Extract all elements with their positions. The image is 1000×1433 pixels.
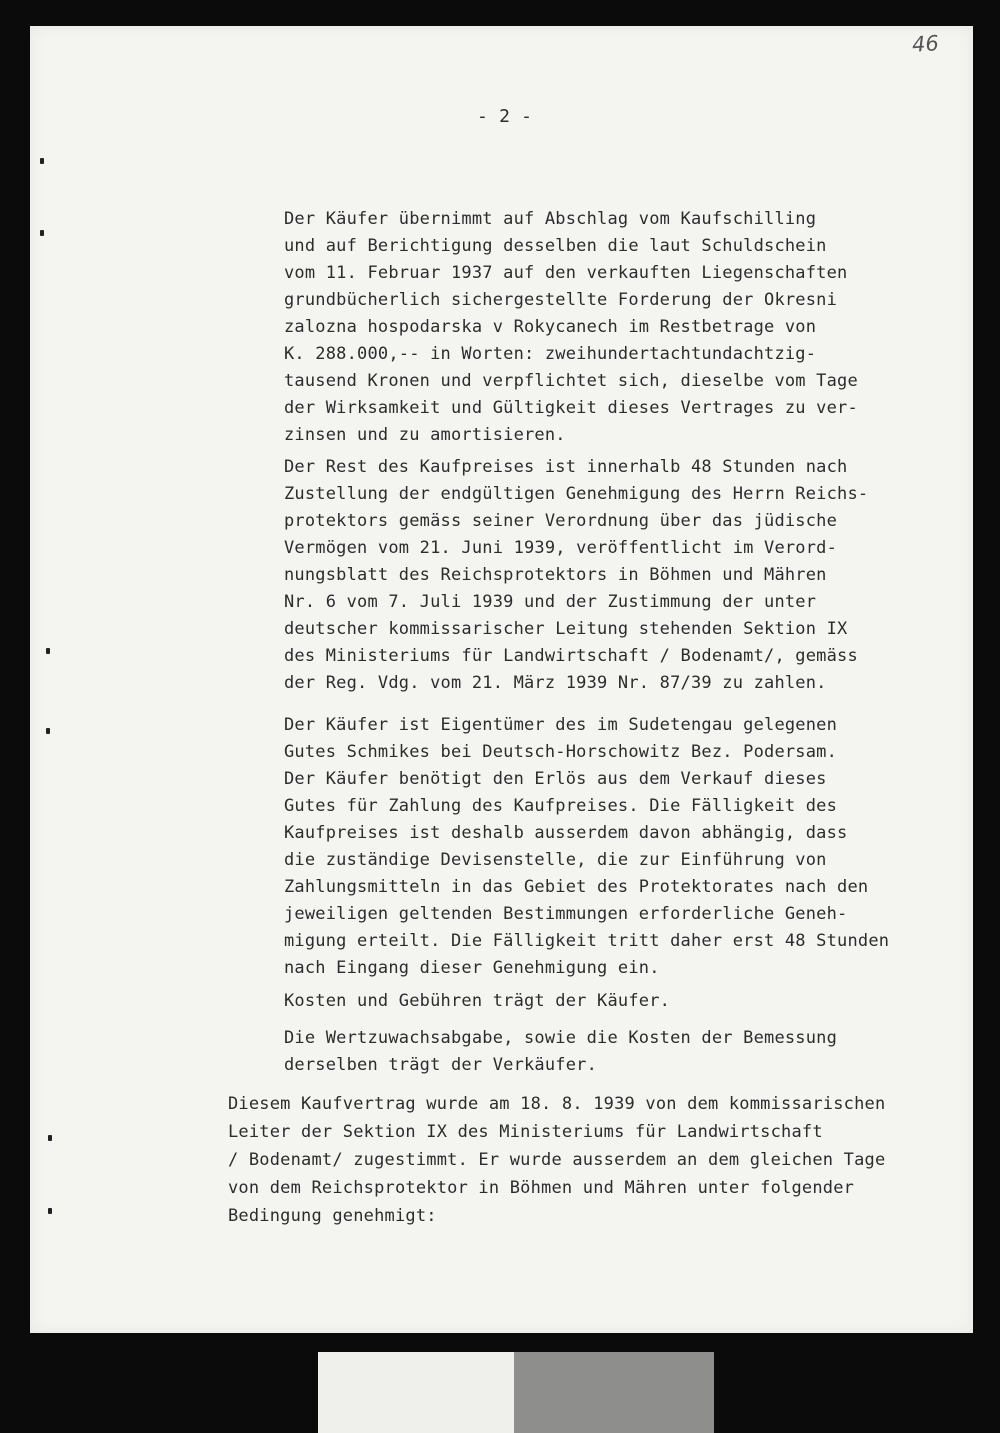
text-line: K. 288.000,-- in Worten: zweihundertachtundachtzig- [284, 344, 817, 364]
margin-mark [46, 648, 50, 654]
text-line: zalozna hospodarska v Rokycanech im Restbetrage von [284, 317, 817, 337]
text-line: nach Eingang dieser Genehmigung ein. [284, 958, 660, 978]
text-line: Der Rest des Kaufpreises ist innerhalb 48 Stunden nach [284, 457, 848, 477]
margin-mark [48, 1135, 52, 1141]
text-line: Zahlungsmitteln in das Gebiet des Protektorates nach den [284, 877, 869, 897]
text-line: Die Wertzuwachsabgabe, sowie die Kosten der Bemessung [284, 1028, 838, 1048]
text-line: / Bodenamt/ zugestimmt. Er wurde ausserdem an dem gleichen Tage [228, 1150, 886, 1170]
text-line: von dem Reichsprotektor in Böhmen und Mähren unter folgender [228, 1178, 855, 1198]
text-line: Leiter der Sektion IX des Ministeriums für Landwirtschaft [228, 1122, 823, 1142]
margin-mark [48, 1208, 52, 1214]
text-line: Kosten und Gebühren trägt der Käufer. [284, 991, 671, 1011]
text-line: Vermögen vom 21. Juni 1939, veröffentlicht im Verord- [284, 538, 838, 558]
text-line: Bedingung genehmigt: [228, 1206, 437, 1226]
text-line: tausend Kronen und verpflichtet sich, dieselbe vom Tage [284, 371, 858, 391]
text-line: Nr. 6 vom 7. Juli 1939 und der Zustimmung der unter [284, 592, 817, 612]
text-line: des Ministeriums für Landwirtschaft / Bodenamt/, gemäss [284, 646, 858, 666]
margin-mark [40, 158, 44, 164]
margin-mark [46, 728, 50, 734]
text-line: Kaufpreises ist deshalb ausserdem davon abhängig, dass [284, 823, 848, 843]
text-line: migung erteilt. Die Fälligkeit tritt daher erst 48 Stunden [284, 931, 890, 951]
archive-page-number: 46 [911, 31, 940, 57]
text-line: Gutes für Zahlung des Kaufpreises. Die Fälligkeit des [284, 796, 838, 816]
text-line: und auf Berichtigung desselben die laut Schuldschein [284, 236, 827, 256]
calibration-strip-white [318, 1352, 514, 1433]
text-line: zinsen und zu amortisieren. [284, 425, 566, 445]
text-line: die zuständige Devisenstelle, die zur Einführung von [284, 850, 827, 870]
margin-mark [40, 230, 44, 236]
page-number: - 2 - [477, 106, 533, 127]
text-line: deutscher kommissarischer Leitung stehenden Sektion IX [284, 619, 848, 639]
text-line: jeweiligen geltenden Bestimmungen erforderliche Geneh- [284, 904, 848, 924]
text-line: vom 11. Februar 1937 auf den verkauften Liegenschaften [284, 263, 848, 283]
text-line: Der Käufer benötigt den Erlös aus dem Verkauf dieses [284, 769, 827, 789]
text-line: protektors gemäss seiner Verordnung über das jüdische [284, 511, 838, 531]
text-line: Der Käufer ist Eigentümer des im Sudetengau gelegenen [284, 715, 838, 735]
text-line: der Wirksamkeit und Gültigkeit dieses Vertrages zu ver- [284, 398, 858, 418]
text-line: Diesem Kaufvertrag wurde am 18. 8. 1939 von dem kommissarischen [228, 1094, 886, 1114]
text-line: nungsblatt des Reichsprotektors in Böhmen und Mähren [284, 565, 827, 585]
text-line: grundbücherlich sichergestellte Forderung der Okresni [284, 290, 838, 310]
text-line: Gutes Schmikes bei Deutsch-Horschowitz Bez. Podersam. [284, 742, 838, 762]
text-line: Der Käufer übernimmt auf Abschlag vom Kaufschilling [284, 209, 817, 229]
calibration-strip-gray [514, 1352, 714, 1433]
text-line: Zustellung der endgültigen Genehmigung des Herrn Reichs- [284, 484, 869, 504]
text-line: der Reg. Vdg. vom 21. März 1939 Nr. 87/39 zu zahlen. [284, 673, 827, 693]
text-line: derselben trägt der Verkäufer. [284, 1055, 598, 1075]
